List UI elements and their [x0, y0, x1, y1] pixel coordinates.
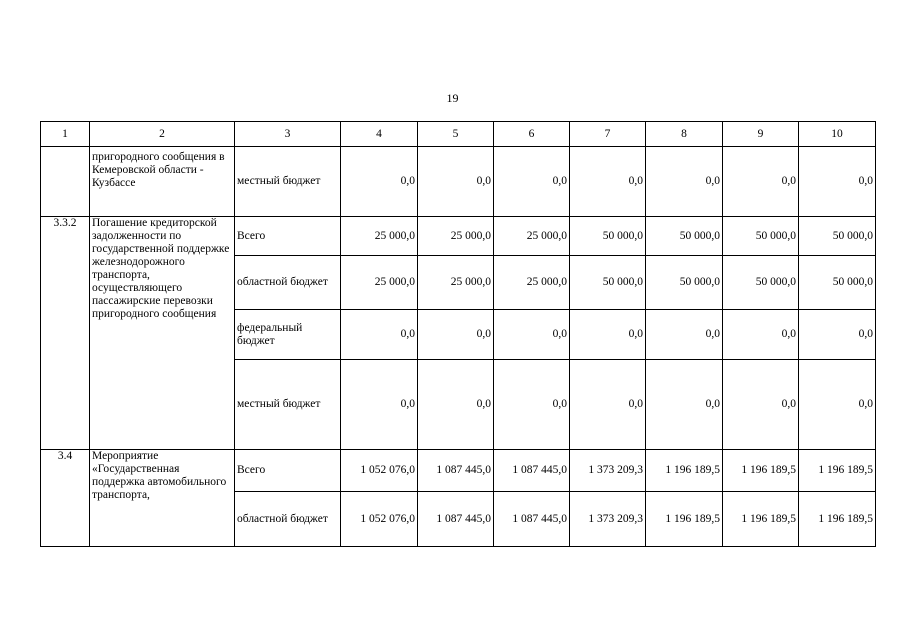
value-cell: 25 000,0 — [418, 217, 494, 256]
table-row — [41, 450, 876, 492]
column-header: 6 — [494, 122, 570, 147]
funding-source-cell: Всего — [235, 450, 341, 492]
value-cell: 0,0 — [418, 310, 494, 360]
value-cell: 50 000,0 — [570, 256, 646, 310]
budget-table — [40, 121, 876, 547]
value-cell: 0,0 — [418, 360, 494, 450]
value-cell: 25 000,0 — [494, 256, 570, 310]
value-cell: 0,0 — [723, 147, 799, 217]
value-cell: 0,0 — [494, 360, 570, 450]
column-header: 9 — [723, 122, 799, 147]
value-cell: 25 000,0 — [418, 256, 494, 310]
value-cell: 1 196 189,5 — [723, 450, 799, 492]
value-cell: 1 087 445,0 — [418, 450, 494, 492]
value-cell: 50 000,0 — [646, 256, 723, 310]
value-cell: 0,0 — [418, 147, 494, 217]
value-cell: 1 196 189,5 — [723, 492, 799, 547]
value-cell: 1 196 189,5 — [799, 450, 876, 492]
funding-source-cell: Всего — [235, 217, 341, 256]
value-cell: 0,0 — [799, 360, 876, 450]
value-cell: 50 000,0 — [646, 217, 723, 256]
value-cell: 25 000,0 — [341, 256, 418, 310]
column-header: 5 — [418, 122, 494, 147]
value-cell: 1 087 445,0 — [494, 492, 570, 547]
value-cell: 1 087 445,0 — [494, 450, 570, 492]
value-cell: 0,0 — [494, 310, 570, 360]
funding-source-cell: местный бюджет — [235, 360, 341, 450]
column-header: 4 — [341, 122, 418, 147]
value-cell: 50 000,0 — [570, 217, 646, 256]
column-header: 10 — [799, 122, 876, 147]
column-header: 8 — [646, 122, 723, 147]
value-cell: 0,0 — [799, 147, 876, 217]
value-cell: 0,0 — [341, 310, 418, 360]
value-cell: 50 000,0 — [723, 256, 799, 310]
value-cell: 1 052 076,0 — [341, 450, 418, 492]
value-cell: 50 000,0 — [799, 217, 876, 256]
value-cell: 25 000,0 — [341, 217, 418, 256]
column-header: 3 — [235, 122, 341, 147]
value-cell: 0,0 — [341, 147, 418, 217]
value-cell: 1 196 189,5 — [646, 450, 723, 492]
value-cell: 1 052 076,0 — [341, 492, 418, 547]
value-cell: 1 087 445,0 — [418, 492, 494, 547]
item-code-cell: 3.4 — [41, 450, 90, 547]
value-cell: 0,0 — [570, 360, 646, 450]
page-number: 19 — [446, 91, 459, 105]
value-cell: 0,0 — [646, 147, 723, 217]
column-header: 1 — [41, 122, 90, 147]
column-header: 7 — [570, 122, 646, 147]
funding-source-cell: областной бюджет — [235, 256, 341, 310]
table-row — [41, 147, 876, 217]
funding-source-cell: областной бюджет — [235, 492, 341, 547]
item-code-cell — [41, 147, 90, 217]
value-cell: 0,0 — [646, 310, 723, 360]
value-cell: 1 196 189,5 — [799, 492, 876, 547]
value-cell: 25 000,0 — [494, 217, 570, 256]
item-name-cell: Погашение кредиторской задолженности по государственной поддержке железнодорожного транспорта, осуществляющего пассажирские перевозки пригородного сообщения — [90, 217, 235, 450]
item-code-cell: 3.3.2 — [41, 217, 90, 450]
value-cell: 0,0 — [723, 310, 799, 360]
value-cell: 0,0 — [341, 360, 418, 450]
value-cell: 50 000,0 — [723, 217, 799, 256]
table-row — [41, 217, 876, 256]
item-name-cell: Мероприятие «Государственная поддержка автомобильного транспорта, — [90, 450, 235, 547]
column-header: 2 — [90, 122, 235, 147]
value-cell: 0,0 — [494, 147, 570, 217]
funding-source-cell: местный бюджет — [235, 147, 341, 217]
value-cell: 0,0 — [723, 360, 799, 450]
value-cell: 1 373 209,3 — [570, 492, 646, 547]
value-cell: 1 373 209,3 — [570, 450, 646, 492]
value-cell: 0,0 — [570, 310, 646, 360]
value-cell: 0,0 — [799, 310, 876, 360]
value-cell: 0,0 — [570, 147, 646, 217]
value-cell: 0,0 — [646, 360, 723, 450]
value-cell: 1 196 189,5 — [646, 492, 723, 547]
funding-source-cell: федеральный бюджет — [235, 310, 341, 360]
value-cell: 50 000,0 — [799, 256, 876, 310]
table-header-row — [41, 122, 876, 147]
item-name-cell: пригородного сообщения в Кемеровской области - Кузбассе — [90, 147, 235, 217]
